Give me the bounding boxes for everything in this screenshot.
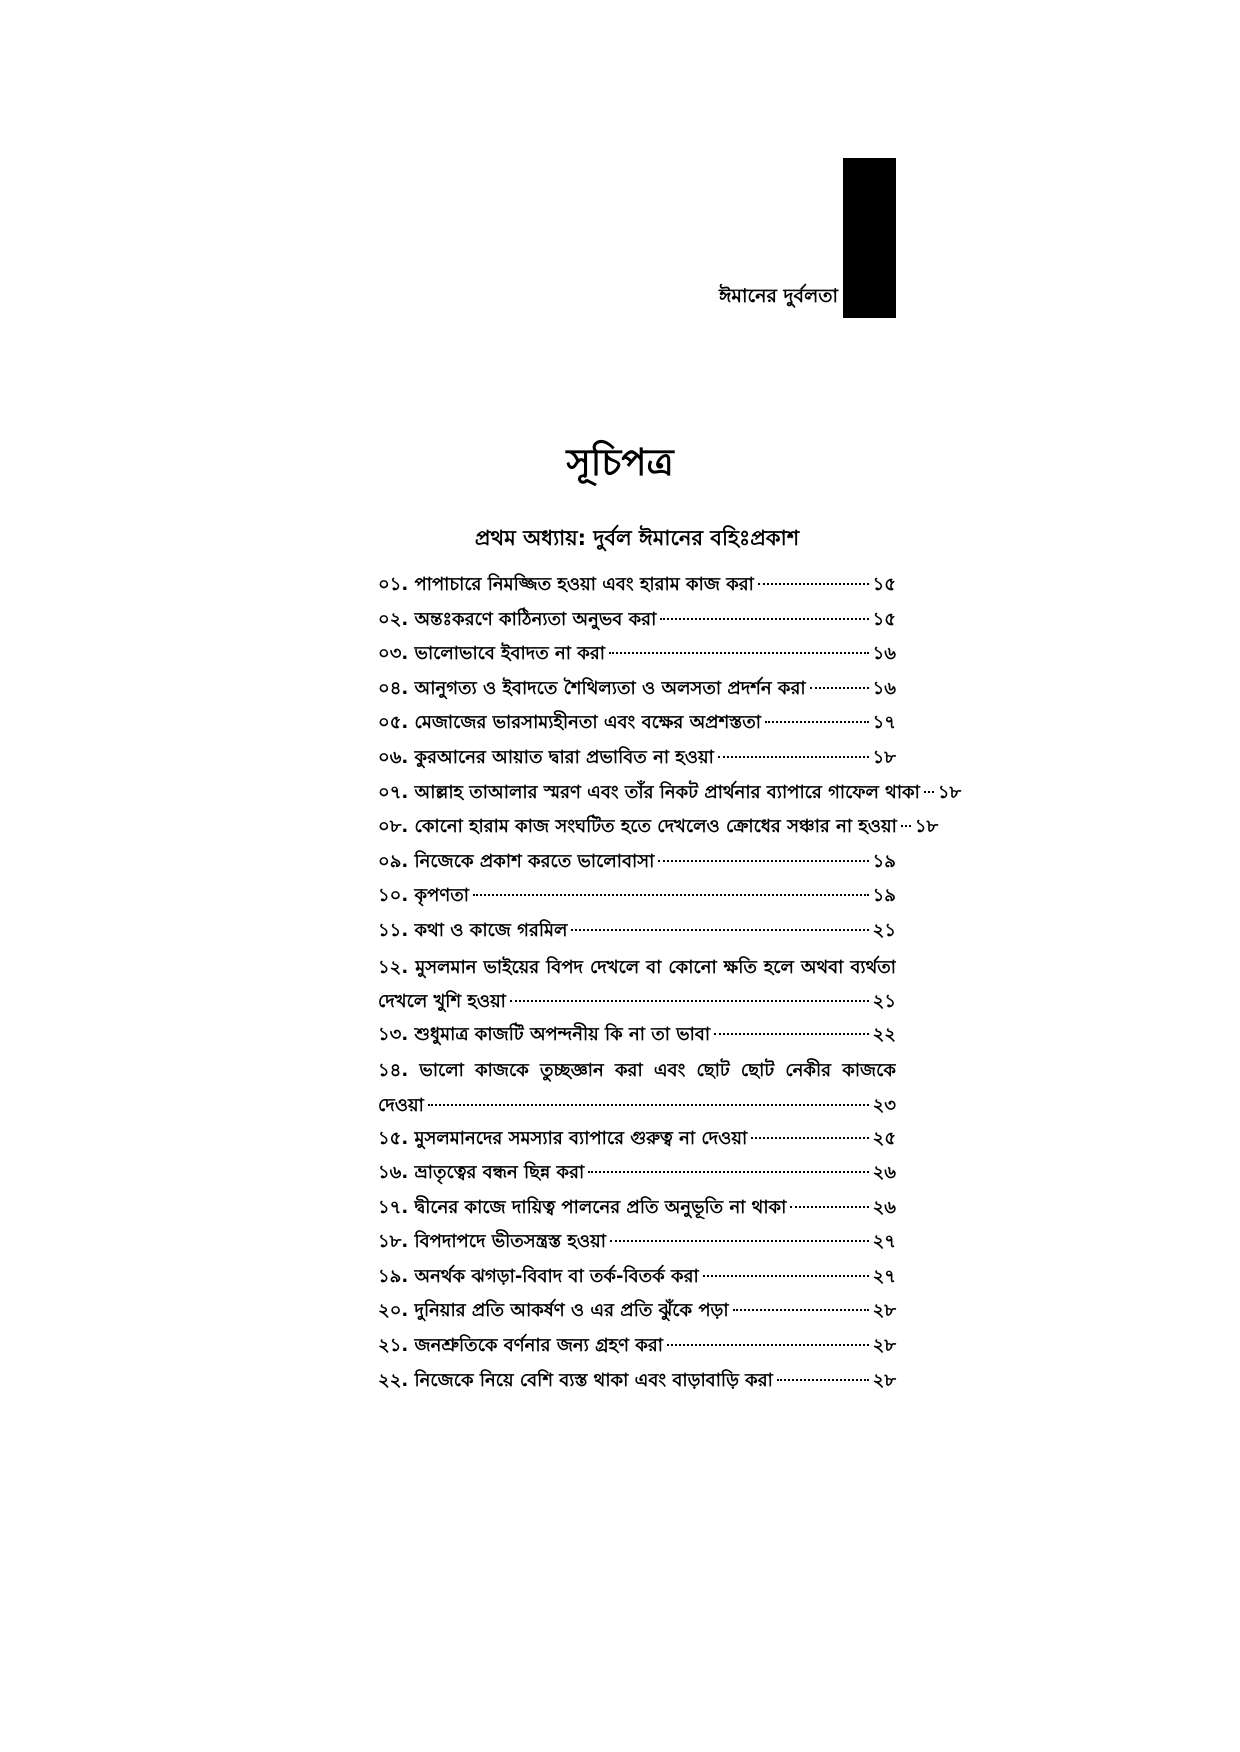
toc-entry-number: ১৬. bbox=[378, 1162, 409, 1184]
toc-entry-page: ২৮ bbox=[872, 1300, 896, 1322]
toc-entry-number: ১৭. bbox=[378, 1196, 409, 1218]
toc-entry-page: ১৭ bbox=[872, 712, 896, 734]
toc-entry-page: ১৫ bbox=[872, 608, 896, 630]
chapter-tab-marker bbox=[843, 158, 896, 318]
toc-entry-page: ১৬ bbox=[872, 677, 896, 699]
leader-dots bbox=[733, 1309, 869, 1311]
toc-title: সূচিপত্র bbox=[566, 440, 674, 484]
leader-dots bbox=[924, 791, 934, 793]
toc-entry-page: ১৯ bbox=[872, 885, 896, 907]
leader-dots bbox=[751, 1137, 868, 1139]
leader-dots bbox=[777, 1379, 869, 1381]
toc-entry-title: অনর্থক ঝগড়া-বিবাদ বা তর্ক-বিতর্ক করা bbox=[414, 1265, 699, 1287]
toc-entry-page: ১৮ bbox=[872, 746, 896, 768]
toc-entry-number: ০৬. bbox=[378, 746, 409, 768]
toc-entry[interactable] bbox=[378, 1227, 896, 1262]
toc-entry-page: ২৬ bbox=[872, 1196, 896, 1218]
toc-entry[interactable] bbox=[378, 1020, 896, 1055]
toc-entry-number: ০৯. bbox=[378, 850, 409, 872]
toc-entry-page: ১৬ bbox=[872, 643, 896, 665]
toc-entry[interactable] bbox=[378, 1124, 896, 1159]
toc-entry-title: বিপদাপদে ভীতসন্ত্রস্ত হওয়া bbox=[414, 1231, 606, 1253]
toc-entry-title: ভ্রাতৃত্বের বন্ধন ছিন্ন করা bbox=[414, 1162, 585, 1184]
leader-dots bbox=[810, 687, 869, 689]
leader-dots bbox=[660, 618, 868, 620]
toc-entry-page: ২৩ bbox=[872, 1094, 896, 1116]
toc-entry[interactable] bbox=[378, 708, 896, 743]
toc-entry-number: ১২. bbox=[378, 956, 409, 978]
toc-entry-title: মুসলমানদের সমস্যার ব্যাপারে গুরুত্ব না দেওয়া bbox=[414, 1127, 748, 1149]
leader-dots bbox=[718, 756, 869, 758]
toc-entry-page: ২৭ bbox=[872, 1231, 896, 1253]
toc-entry-page: ২৬ bbox=[872, 1162, 896, 1184]
toc-entry[interactable] bbox=[378, 674, 896, 709]
toc-entry-title: জনশ্রুতিকে বর্ণনার জন্য গ্রহণ করা bbox=[414, 1335, 663, 1357]
toc-entry-title: দুনিয়ার প্রতি আকর্ষণ ও এর প্রতি ঝুঁকে পড়া bbox=[414, 1300, 729, 1322]
toc-entry-title: আনুগত্য ও ইবাদতে শৈথিল্যতা ও অলসতা প্রদর্শন করা bbox=[414, 677, 806, 699]
toc-entry-number: ১৫. bbox=[378, 1127, 409, 1149]
toc-entry-number: ০২. bbox=[378, 608, 409, 630]
toc-entry-number: ১৮. bbox=[378, 1231, 409, 1253]
leader-dots bbox=[790, 1206, 868, 1208]
toc-entry-title: অন্তঃকরণে কাঠিন্যতা অনুভব করা bbox=[414, 608, 657, 630]
toc-entry[interactable] bbox=[378, 1366, 896, 1401]
leader-dots bbox=[658, 860, 868, 862]
toc-entry-title: কথা ও কাজে গরমিল bbox=[414, 919, 568, 941]
toc-entry-title: নিজেকে নিয়ে বেশি ব্যস্ত থাকা এবং বাড়াবাড়ি করা bbox=[414, 1369, 773, 1391]
leader-dots bbox=[571, 929, 868, 931]
toc-entry-page: ২৭ bbox=[872, 1265, 896, 1287]
toc-entry-number: ১৩. bbox=[378, 1023, 409, 1045]
toc-entry-page: ২৮ bbox=[872, 1335, 896, 1357]
toc-entry[interactable] bbox=[378, 812, 939, 847]
toc-entry-number: ২০. bbox=[378, 1300, 409, 1322]
toc-entry[interactable] bbox=[378, 570, 896, 605]
leader-dots bbox=[667, 1344, 869, 1346]
leader-dots bbox=[610, 1240, 869, 1242]
toc-entry[interactable] bbox=[378, 605, 896, 640]
toc-entry-title: পাপাচারে নিমজ্জিত হওয়া এবং হারাম কাজ করা bbox=[414, 574, 754, 595]
toc-entry-title: শুধুমাত্র কাজটি অপন্দনীয় কি না তা ভাবা bbox=[414, 1023, 711, 1045]
toc-entry-number: ০৭. bbox=[378, 781, 409, 803]
toc-entry-title: ভালো কাজকে তুচ্ছজ্ঞান করা এবং ছোট ছোট নেকীর কাজকে bbox=[419, 1060, 896, 1082]
toc-entry-page: ১৯ bbox=[872, 850, 896, 872]
toc-entry-number: ২১. bbox=[378, 1335, 409, 1357]
leader-dots bbox=[609, 652, 869, 654]
toc-entry[interactable] bbox=[378, 1331, 896, 1366]
toc-entry-number: ০৮. bbox=[378, 816, 409, 838]
toc-entry-page: ১৮ bbox=[937, 781, 962, 803]
toc-entry-page: ১৫ bbox=[872, 574, 896, 595]
leader-dots bbox=[473, 894, 869, 896]
toc-entry[interactable] bbox=[378, 1158, 896, 1193]
leader-dots bbox=[428, 1104, 869, 1106]
toc-entry-number: ১০. bbox=[378, 885, 409, 907]
toc-entry[interactable] bbox=[378, 639, 896, 674]
leader-dots bbox=[588, 1171, 868, 1173]
toc-entry-title-continued: দেওয়া bbox=[378, 1094, 424, 1116]
toc-entry-page: ২১ bbox=[872, 991, 896, 1013]
toc-entry-page: ১৮ bbox=[914, 816, 939, 838]
toc-entry[interactable] bbox=[378, 1054, 896, 1123]
toc-entry-title: মেজাজের ভারসাম্যহীনতা এবং বক্ষের অপ্রশস্ততা bbox=[414, 712, 761, 734]
toc-entry-title: কোনো হারাম কাজ সংঘটিত হতে দেখলেও ক্রোধের সঞ্চার না হওয়া bbox=[414, 816, 897, 838]
toc-entry-number: ০৫. bbox=[378, 712, 409, 734]
toc-entry-title: ভালোভাবে ইবাদত না করা bbox=[414, 643, 605, 665]
leader-dots bbox=[765, 721, 869, 723]
toc-entry-title: মুসলমান ভাইয়ের বিপদ দেখলে বা কোনো ক্ষতি হলে অথবা ব্যর্থতা bbox=[415, 956, 896, 978]
leader-dots bbox=[714, 1033, 869, 1035]
toc-entry[interactable] bbox=[378, 1296, 896, 1331]
leader-dots bbox=[758, 583, 869, 585]
toc-entry-number: ০১. bbox=[378, 574, 409, 595]
toc-entry-page: ২৮ bbox=[872, 1369, 896, 1391]
leader-dots bbox=[703, 1275, 869, 1277]
running-header: ঈমানের দুর্বলতা bbox=[719, 285, 838, 307]
toc-entry-number: ১১. bbox=[378, 919, 409, 941]
toc-entry-number: ০৩. bbox=[378, 643, 409, 665]
toc-entry-page: ২২ bbox=[872, 1023, 896, 1045]
toc-entry[interactable] bbox=[378, 951, 896, 1020]
table-of-contents bbox=[378, 570, 962, 1400]
toc-entry-number: ১৪. bbox=[378, 1060, 409, 1082]
toc-entry-title: দ্বীনের কাজে দায়িত্ব পালনের প্রতি অনুভূতি না থাকা bbox=[414, 1196, 787, 1218]
toc-entry-title-continued: দেখলে খুশি হওয়া bbox=[378, 991, 506, 1013]
toc-entry-title: নিজেকে প্রকাশ করতে ভালোবাসা bbox=[414, 850, 655, 872]
toc-entry[interactable] bbox=[378, 847, 896, 882]
toc-entry-page: ২১ bbox=[872, 919, 896, 941]
toc-entry-page: ২৫ bbox=[872, 1127, 896, 1149]
toc-entry[interactable] bbox=[378, 881, 896, 916]
toc-entry[interactable] bbox=[378, 743, 896, 778]
toc-entry[interactable] bbox=[378, 1262, 896, 1297]
leader-dots bbox=[510, 1000, 869, 1002]
toc-entry-number: ১৯. bbox=[378, 1265, 409, 1287]
chapter-heading: প্রথম অধ্যায়: দুর্বল ঈমানের বহিঃপ্রকাশ bbox=[474, 526, 800, 550]
toc-entry-number: ২২. bbox=[378, 1369, 409, 1391]
toc-entry-title: কৃপণতা bbox=[414, 885, 469, 907]
toc-entry[interactable] bbox=[378, 916, 896, 951]
toc-entry-title: আল্লাহ তাআলার স্মরণ এবং তাঁর নিকট প্রার্থনার ব্যাপারে গাফেল থাকা bbox=[414, 781, 920, 803]
toc-entry[interactable] bbox=[378, 778, 962, 813]
leader-dots bbox=[901, 825, 911, 827]
toc-entry-number: ০৪. bbox=[378, 677, 409, 699]
toc-entry[interactable] bbox=[378, 1193, 896, 1228]
toc-entry-title: কুরআনের আয়াত দ্বারা প্রভাবিত না হওয়া bbox=[414, 746, 714, 768]
